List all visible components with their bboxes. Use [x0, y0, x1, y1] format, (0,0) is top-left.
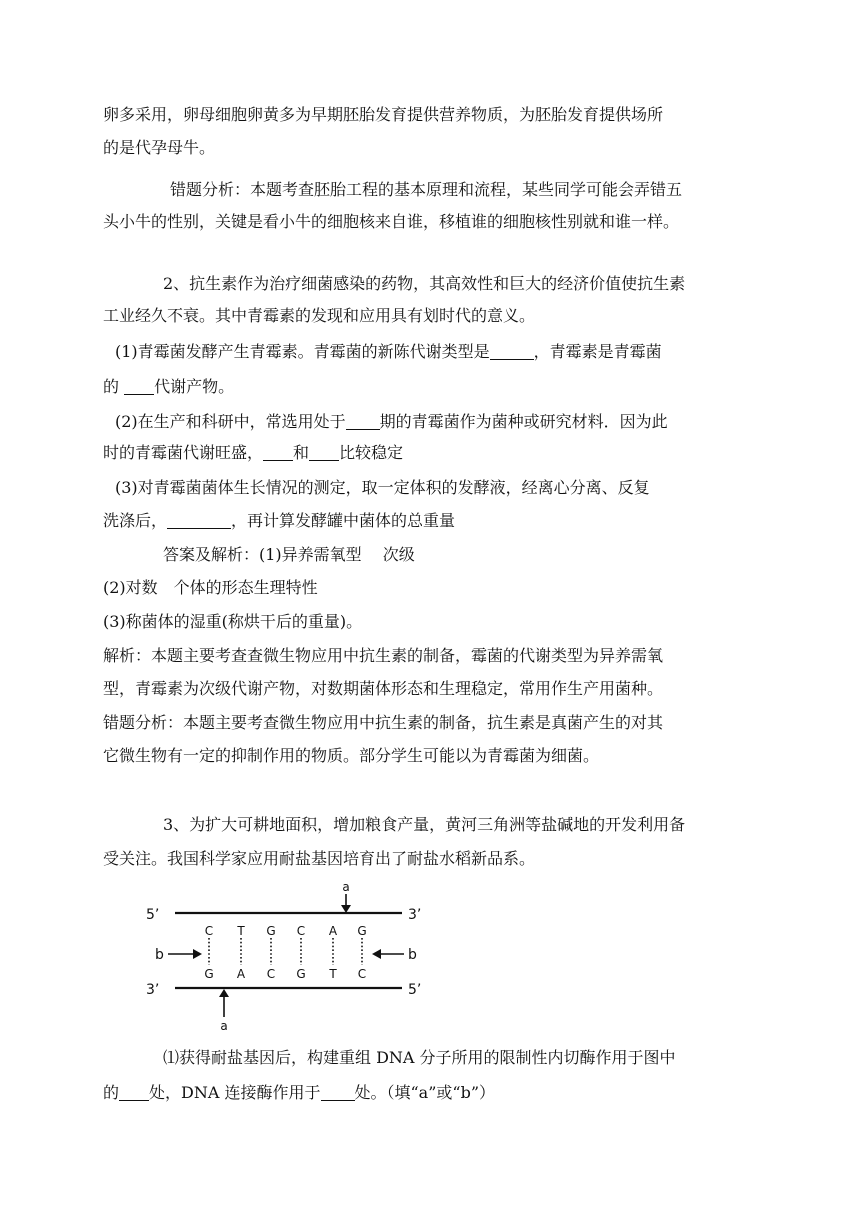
label-a-top: a [342, 880, 350, 894]
top-base: T [237, 924, 245, 938]
top-right-label: 3’ [408, 907, 422, 923]
question-2-part-3: (3)对青霉菌菌体生长情况的测定，取一定体积的发酵液，经离心分离、反复 [115, 478, 650, 497]
label-a-bottom: a [220, 1019, 228, 1033]
bottom-base: G [296, 967, 306, 981]
question-2-part-3: 洗涤后， ，再计算发酵罐中菌体的总重量 [103, 511, 456, 530]
dna-diagram [140, 878, 440, 1033]
question-3-part-1: 的 处，DNA 连接酶作用于 处。（填“a”或“b”） [103, 1083, 496, 1102]
answer-blank [167, 512, 231, 529]
question-2-part-2: 时的青霉菌代谢旺盛， 和 比较稳定 [103, 443, 404, 462]
bottom-right-label: 5’ [408, 982, 422, 998]
question-3-part-1: ⑴获得耐盐基因后，构建重组 DNA 分子所用的限制性内切酶作用于图中 [163, 1048, 676, 1067]
answer-blank [263, 444, 293, 461]
bottom-base: G [204, 967, 214, 981]
label-b-right: b [408, 947, 417, 963]
bottom-base: T [329, 967, 337, 981]
error-analysis-line: 错题分析：本题考查胚胎工程的基本原理和流程，某些同学可能会弄错五 [170, 180, 683, 199]
top-base: G [266, 924, 276, 938]
bottom-base: C [266, 967, 276, 981]
arrow-b-right-head [372, 949, 381, 959]
top-base: C [204, 924, 214, 938]
top-left-label: 5’ [146, 907, 160, 923]
answer-blank [321, 1084, 355, 1101]
arrow-a-bottom-head [219, 989, 229, 997]
error-analysis-line: 头小牛的性别，关键是看小牛的细胞核来自谁，移植谁的细胞核性别就和谁一样。 [103, 212, 680, 231]
arrow-b-left-head [193, 949, 202, 959]
text-line: 卵多采用，卵母细胞卵黄多为早期胚胎发育提供营养物质，为胚胎发育提供场所 [103, 105, 664, 124]
question-2-intro: 工业经久不衰。其中青霉素的发现和应用具有划时代的意义。 [103, 306, 536, 325]
text-line: 的是代孕母牛。 [103, 138, 216, 157]
bottom-base: A [236, 967, 246, 981]
question-2-intro: 2、抗生素作为治疗细菌感染的药物，其高效性和巨大的经济价值使抗生素 [163, 274, 686, 293]
answer-blank [309, 444, 339, 461]
top-base: A [328, 924, 338, 938]
answer-blank [346, 413, 380, 430]
question-2-part-1: 的 代谢产物。 [103, 377, 235, 396]
answer-blank [124, 378, 154, 395]
label-b-left: b [155, 947, 164, 963]
arrow-a-top-head [341, 905, 351, 913]
answer-blank [119, 1084, 149, 1101]
question-3-intro: 3、为扩大可耕地面积，增加粮食产量，黄河三角洲等盐碱地的开发利用备 [163, 815, 686, 834]
answer-blank [490, 343, 534, 360]
top-base: G [357, 924, 367, 938]
error-analysis-line: 错题分析：本题主要考查微生物应用中抗生素的制备，抗生素是真菌产生的对其 [103, 713, 664, 732]
error-analysis-line: 它微生物有一定的抑制作用的物质。部分学生可能以为青霉菌为细菌。 [103, 746, 600, 765]
analysis-line: 解析：本题主要考查查微生物应用中抗生素的制备，霉菌的代谢类型为异养需氧 [103, 646, 664, 665]
top-base: C [296, 924, 306, 938]
question-3-intro: 受关注。我国科学家应用耐盐基因培育出了耐盐水稻新品系。 [103, 849, 536, 868]
analysis-line: 型，青霉素为次级代谢产物，对数期菌体形态和生理稳定，常用作生产用菌种。 [103, 679, 664, 698]
answer-line: 答案及解析：(1)异养需氧型 次级 [163, 545, 415, 564]
question-2-part-2: (2)在生产和科研中，常选用处于 期的青霉菌作为菌种或研究材料．因为此 [115, 412, 668, 431]
answer-line: (2)对数 个体的形态生理特性 [103, 578, 318, 597]
answer-line: (3)称菌体的湿重(称烘干后的重量)。 [103, 612, 363, 631]
question-2-part-1: (1)青霉菌发酵产生青霉素。青霉菌的新陈代谢类型是 ，青霉素是青霉菌 [115, 342, 662, 361]
bottom-left-label: 3’ [146, 982, 160, 998]
bottom-base: C [357, 967, 367, 981]
